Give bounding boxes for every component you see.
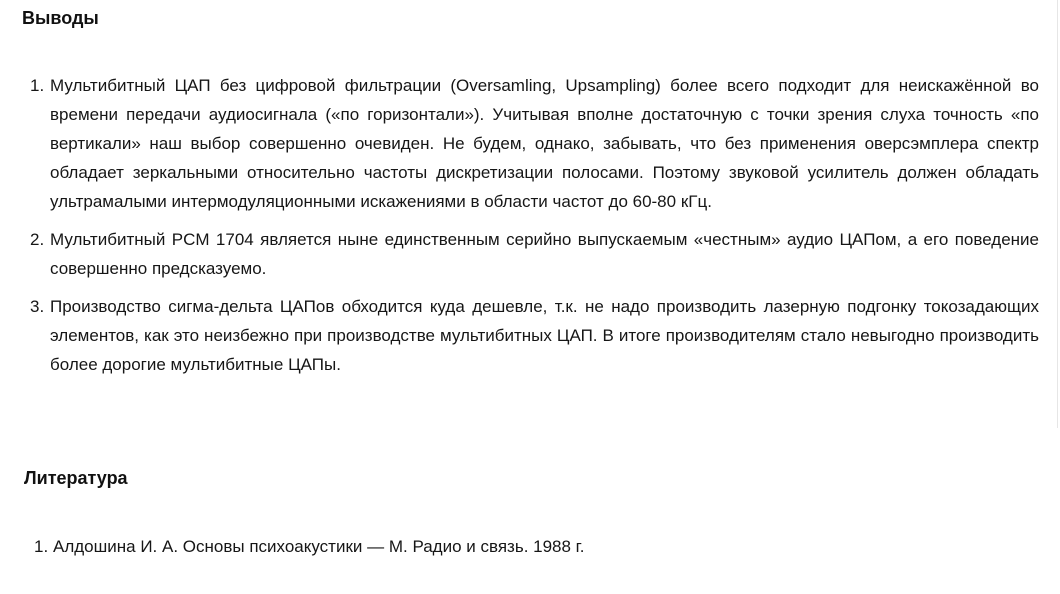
conclusions-heading: Выводы	[22, 8, 99, 28]
list-item-number: 3.	[30, 297, 45, 316]
conclusions-list	[30, 71, 1039, 388]
list-item-text: Производство сигма-дельта ЦАПов обходится куда дешевле, т.к. не надо производить лазерную подгонку токозадающих элементов, как это неизбежно при производстве мультибитных ЦАП. В итоге производителям стало невыгодно производить более дорогие мультибитные ЦАПы.	[50, 297, 1039, 374]
literature-list	[34, 532, 1034, 561]
list-item-number: 2.	[30, 230, 45, 249]
list-item-number: 1.	[34, 537, 49, 556]
list-item-text: Мультибитный ЦАП без цифровой фильтрации (Oversamling, Upsampling) более всего подходит для неискажённой во времени передачи аудиосигнала («по горизонтали»). Учитывая вполне достаточную с точки зрения слуха точность «по вертикали» наш выбор совершенно очевиден. Не будем, однако, забывать, что без применения оверсэмплера спектр обладает зеркальными относительно частоты дискретизации полосами. Поэтому звуковой усилитель должен обладать ультрамалыми интермодуляционными искажениями в области частот до 60-80 кГц.	[50, 76, 1039, 211]
literature-heading: Литература	[24, 468, 128, 488]
reference-item	[34, 532, 1034, 561]
conclusion-item	[30, 71, 1039, 216]
reference-text: Алдошина И. А. Основы психоакустики — М. Радио и связь. 1988 г.	[53, 537, 585, 556]
list-item-number: 1.	[30, 76, 45, 95]
page-edge-divider	[1057, 0, 1058, 428]
list-item-text: Мультибитный PCM 1704 является ныне единственным серийно выпускаемым «честным» аудио ЦАПом, а его поведение совершенно предсказуемо.	[50, 230, 1039, 278]
conclusion-item	[30, 292, 1039, 379]
conclusion-item	[30, 225, 1039, 283]
